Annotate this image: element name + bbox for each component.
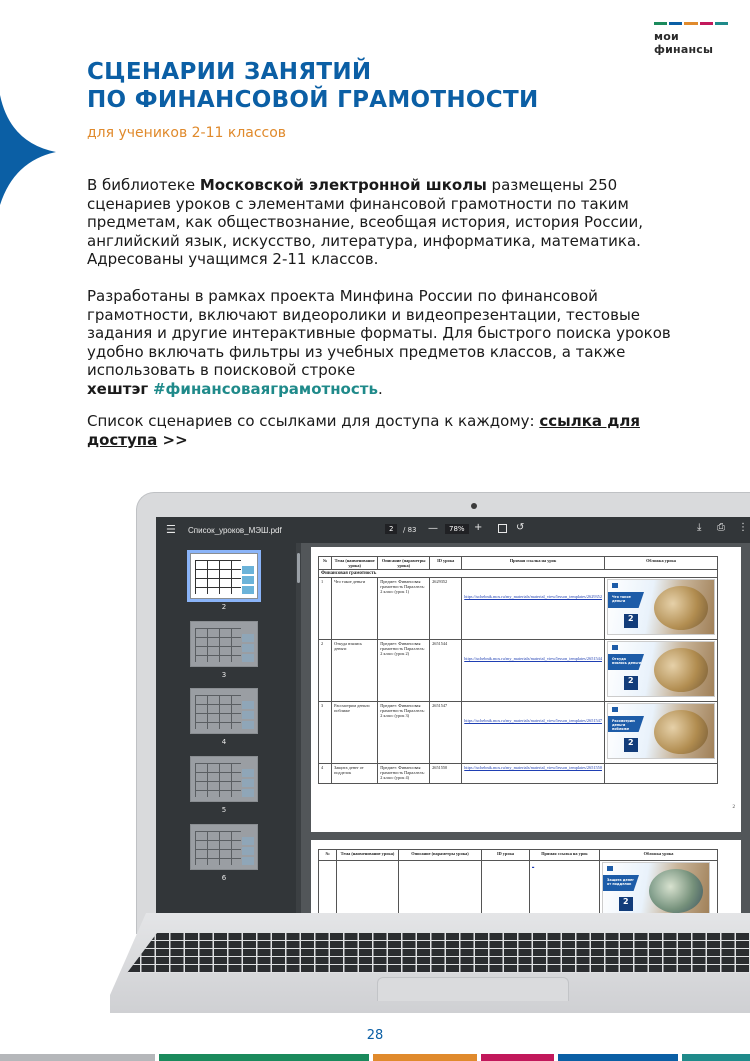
logo-text: мои финансы — [654, 30, 714, 56]
lesson-cover: Откуда взялись деньги 2 — [605, 640, 718, 702]
footer-bar-segment — [481, 1054, 554, 1061]
paragraph-list-link — [87, 412, 677, 449]
lesson-description: Предмет: Финансовая грамотность Параллель: 2 класс (урок 4) — [378, 764, 430, 784]
lesson-cover: Что такое деньги 2 — [605, 578, 718, 640]
paragraph-text: Список сценариев со ссылками для доступа к каждому: — [87, 412, 540, 430]
footer-bar-segment — [159, 1054, 369, 1061]
lesson-description: Предмет: Финансовая грамотность Параллель: 2 класс (урок 1) — [378, 578, 430, 640]
column-header: ID урока — [430, 557, 462, 570]
lesson-cover — [605, 764, 718, 784]
thumbnail-page-number: 6 — [221, 874, 227, 882]
camera-icon — [471, 503, 477, 509]
paragraph-text: В библиотеке — [87, 176, 200, 194]
lesson-id: 2651547 — [430, 702, 462, 764]
lesson-description: Предмет: Финансовая грамотность Параллель: 2 класс (урок 3) — [378, 702, 430, 764]
table-header-row — [319, 850, 718, 861]
footer-bar-segment — [682, 1054, 750, 1061]
footer-bar-segment — [558, 1054, 678, 1061]
table-row: _ Защита денег от подделок 2 — [319, 861, 718, 914]
print-icon[interactable]: ⎙ — [717, 522, 725, 533]
lesson-topic: Откуда взялись деньги — [332, 640, 378, 702]
column-header: № — [319, 557, 332, 570]
pdf-page-number: 2 — [732, 805, 735, 810]
page-title — [87, 58, 539, 114]
menu-icon[interactable]: ☰ — [166, 523, 176, 536]
lesson-cover: Защита денег от подделок 2 — [600, 861, 718, 914]
lessons-table — [318, 849, 718, 913]
decorative-corner-shape — [0, 95, 56, 205]
page-number-input[interactable]: 2 — [385, 524, 397, 534]
more-options-icon[interactable]: ⋮ — [738, 522, 748, 533]
lesson-id: 2651550 — [430, 764, 462, 784]
pdf-toolbar — [156, 517, 750, 543]
footer-color-bars — [0, 1054, 750, 1061]
fit-page-icon[interactable] — [498, 524, 507, 533]
row-number: 3 — [319, 702, 332, 764]
thumbnail-page-number: 3 — [221, 671, 227, 679]
paragraph-text: размещены 250 сценариев уроков с элементами финансовой грамотности по таким предметам, как обществознание, всеобщая история, история России, английский язык, искусство, литература, информатика, математика. Адресованы учащимся 2-11 классов. — [87, 176, 643, 269]
page-subtitle: для учеников 2-11 классов — [87, 125, 287, 141]
table-header-row — [319, 557, 718, 570]
paragraph-text: . — [377, 379, 383, 398]
row-number: 4 — [319, 764, 332, 784]
page-total: / 83 — [403, 526, 417, 534]
logo-bar-segment — [684, 22, 697, 25]
lesson-link[interactable]: https://uchebnik.mos.ru/my_materials/material_view/lesson_templates/2651550 — [462, 764, 605, 784]
lesson-link[interactable]: https://uchebnik.mos.ru/my_materials/material_view/lesson_templates/2651547 — [462, 702, 605, 764]
pdf-page — [311, 547, 741, 832]
section-title: Финансовая грамотность — [319, 570, 718, 578]
page-thumbnail[interactable] — [190, 621, 258, 667]
column-header: Описание (параметры урока) — [399, 850, 482, 861]
column-header: Обложка урока — [605, 557, 718, 570]
paragraph-project — [87, 287, 677, 399]
download-icon[interactable]: ⤓ — [697, 522, 702, 533]
column-header: Обложка урока — [600, 850, 718, 861]
title-line-1: СЦЕНАРИИ ЗАНЯТИЙ — [87, 59, 372, 85]
lesson-topic: Защита денег от подделок — [332, 764, 378, 784]
lesson-description: Предмет: Финансовая грамотность Параллель: 2 класс (урок 2) — [378, 640, 430, 702]
logo-bar-segment — [715, 22, 728, 25]
logo-bar-segment — [669, 22, 682, 25]
keyboard — [127, 933, 750, 973]
lesson-topic: Что такое деньги — [332, 578, 378, 640]
rotate-icon[interactable]: ↺ — [516, 522, 525, 533]
column-header: Прямая ссылка на урок — [530, 850, 600, 861]
page-thumbnail[interactable] — [190, 553, 258, 599]
lesson-id: 2629352 — [430, 578, 462, 640]
laptop-screen — [156, 517, 750, 913]
lesson-link[interactable]: https://uchebnik.mos.ru/my_materials/material_view/lesson_templates/2629352 — [462, 578, 605, 640]
page-thumbnail[interactable] — [190, 688, 258, 734]
logo-bar-segment — [700, 22, 713, 25]
lesson-id: 2651544 — [430, 640, 462, 702]
paragraph-text: Разработаны в рамках проекта Минфина России по финансовой грамотности, включают видеоролики и видеопрезентации, тестовые задания и другие интерактивные форматы. Для быстрого поиска уроков удобно включать фильтры из учебных предметов классов, а также использовать в поисковой строке — [87, 287, 671, 380]
thumbnail-sidebar — [156, 543, 301, 913]
footer-bar-segment — [373, 1054, 477, 1061]
pdf-filename: Список_уроков_МЭШ.pdf — [188, 526, 282, 535]
logo-bar-segment — [654, 22, 667, 25]
zoom-level-input[interactable]: 78% — [445, 524, 469, 534]
page-number: 28 — [366, 1028, 384, 1043]
logo — [654, 22, 728, 56]
lessons-table — [318, 556, 718, 784]
column-header: ID урока — [482, 850, 530, 861]
logo-color-bar — [654, 22, 728, 25]
thumbnail-page-number: 2 — [221, 603, 227, 611]
school-name: Московской электронной школы — [199, 176, 487, 194]
hashtag-label: хештэг — [87, 379, 149, 398]
table-row — [319, 702, 718, 764]
row-number: 1 — [319, 578, 332, 640]
pdf-page — [311, 840, 741, 913]
table-row — [319, 578, 718, 640]
table-row — [319, 640, 718, 702]
hashtag: #финансоваяграмотность — [152, 379, 378, 398]
thumbnail-page-number: 4 — [221, 738, 227, 746]
title-line-2: ПО ФИНАНСОВОЙ ГРАМОТНОСТИ — [87, 87, 539, 113]
footer-bar-segment — [0, 1054, 155, 1061]
scrollbar-thumb[interactable] — [297, 553, 300, 583]
thumbnail-page-number: 5 — [221, 806, 227, 814]
trackpad — [377, 977, 569, 1001]
page-thumbnail[interactable] — [190, 756, 258, 802]
lesson-link[interactable]: https://uchebnik.mos.ru/my_materials/material_view/lesson_templates/2651544 — [462, 640, 605, 702]
column-header: № — [319, 850, 337, 861]
page-thumbnail[interactable] — [190, 824, 258, 870]
paragraph-library — [87, 176, 677, 269]
row-number: 2 — [319, 640, 332, 702]
scrollbar[interactable] — [296, 543, 301, 913]
arrow-text: >> — [157, 430, 188, 449]
lesson-topic: Рассмотрим деньги поближе — [332, 702, 378, 764]
access-link[interactable]: ссылка для доступа — [87, 412, 640, 449]
zoom-out-button[interactable]: — — [428, 523, 438, 534]
column-header: Тема (наименование урока) — [337, 850, 399, 861]
column-header: Прямая ссылка на урок — [462, 557, 605, 570]
column-header: Тема (наименование урока) — [332, 557, 378, 570]
column-header: Описание (параметры урока) — [378, 557, 430, 570]
lesson-cover: Рассмотрим деньги поближе 2 — [605, 702, 718, 764]
table-row — [319, 764, 718, 784]
zoom-in-button[interactable]: + — [474, 522, 483, 533]
